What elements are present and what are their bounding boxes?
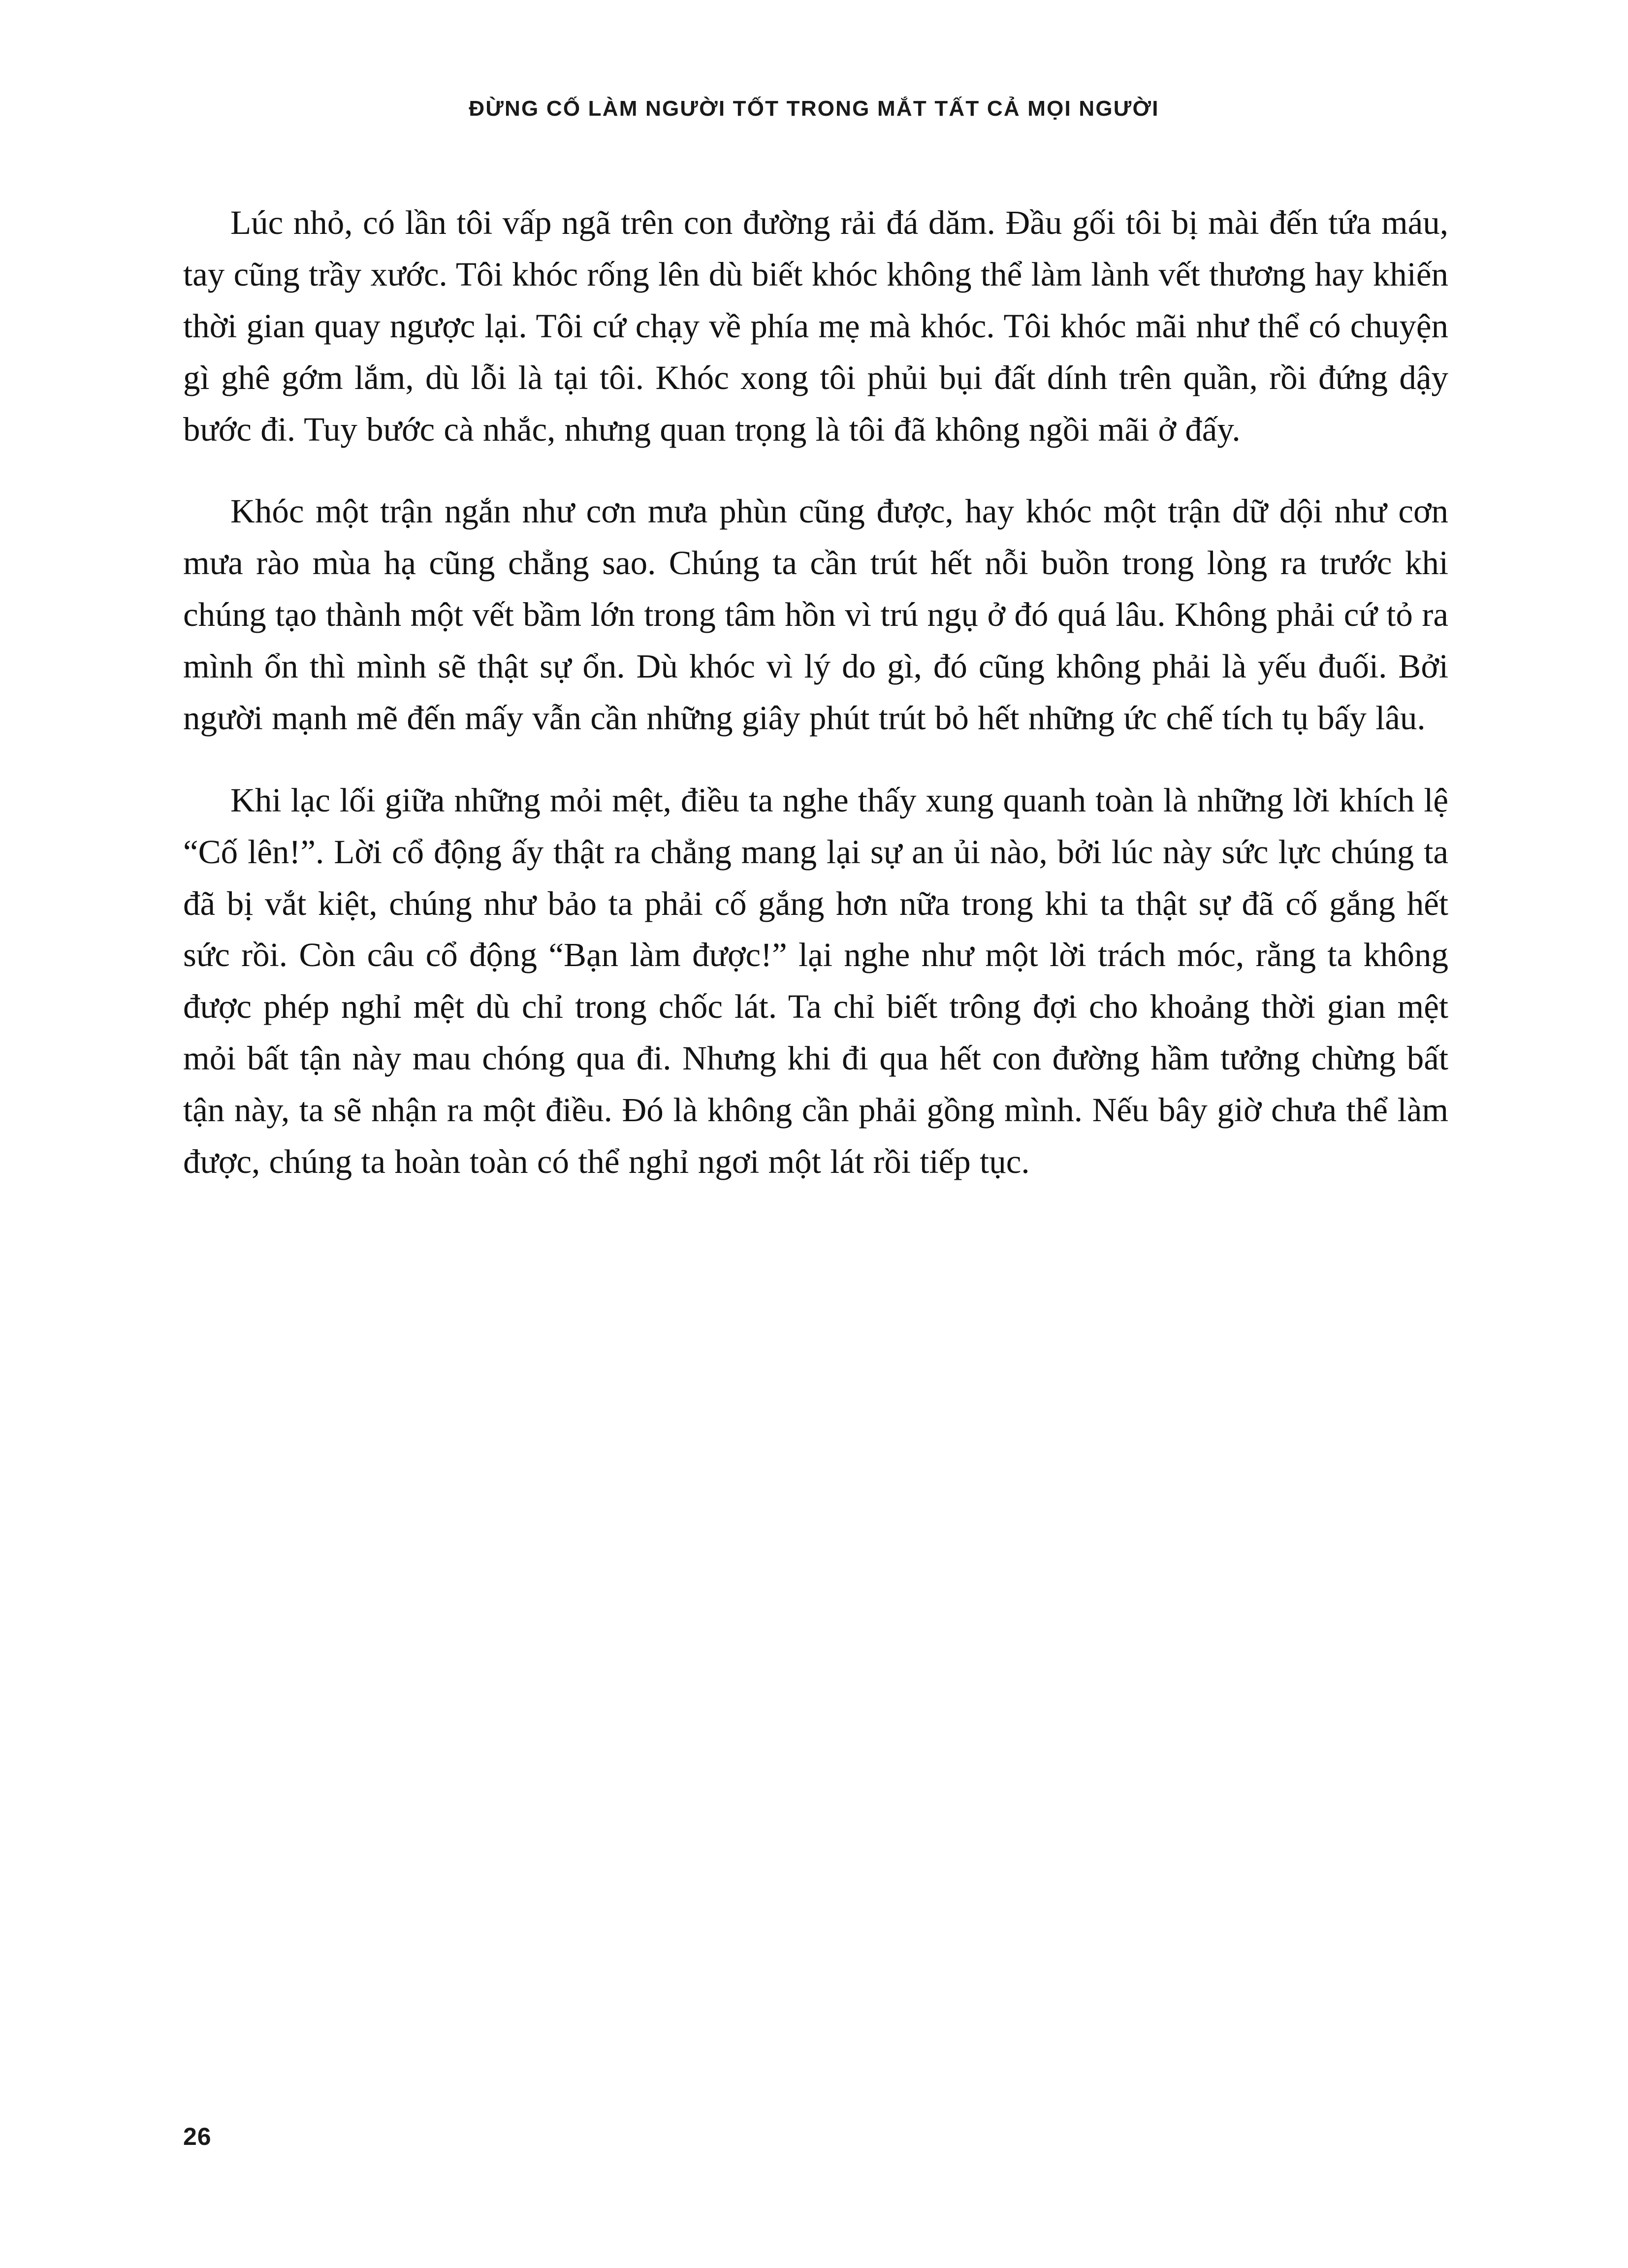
body-text xyxy=(183,197,1448,1188)
running-head: ĐỪNG CỐ LÀM NGƯỜI TỐT TRONG MẮT TẤT CẢ MỌI NGƯỜI xyxy=(469,97,1159,121)
paragraph: Lúc nhỏ, có lần tôi vấp ngã trên con đường rải đá dăm. Đầu gối tôi bị mài đến tứa máu, tay cũng trầy xước. Tôi khóc rống lên dù biết khóc không thể làm lành vết thương hay khiến thời gian quay ngược lại. Tôi cứ chạy về phía mẹ mà khóc. Tôi khóc mãi như thể có chuyện gì ghê gớm lắm, dù lỗi là tại tôi. Khóc xong tôi phủi bụi đất dính trên quần, rồi đứng dậy bước đi. Tuy bước cà nhắc, nhưng quan trọng là tôi đã không ngồi mãi ở đấy. xyxy=(183,204,1448,448)
paragraph: Khóc một trận ngắn như cơn mưa phùn cũng được, hay khóc một trận dữ dội như cơn mưa rào mùa hạ cũng chẳng sao. Chúng ta cần trút hết nỗi buồn trong lòng ra trước khi chúng tạo thành một vết bầm lớn trong tâm hồn vì trú ngụ ở đó quá lâu. Không phải cứ tỏ ra mình ổn thì mình sẽ thật sự ổn. Dù khóc vì lý do gì, đó cũng không phải là yếu đuối. Bởi người mạnh mẽ đến mấy vẫn cần những giây phút trút bỏ hết những ức chế tích tụ bấy lâu. xyxy=(183,492,1448,737)
page-number: 26 xyxy=(183,2123,212,2150)
paragraph: Khi lạc lối giữa những mỏi mệt, điều ta nghe thấy xung quanh toàn là những lời khích lệ “Cố lên!”. Lời cổ động ấy thật ra chẳng mang lại sự an ủi nào, bởi lúc này sức lực chúng ta đã bị vắt kiệt, chúng như bảo ta phải cố gắng hơn nữa trong khi ta thật sự đã cố gắng hết sức rồi. Còn câu cổ động “Bạn làm được!” lại nghe như một lời trách móc, rằng ta không được phép nghỉ mệt dù chỉ trong chốc lát. Ta chỉ biết trông đợi cho khoảng thời gian mệt mỏi bất tận này mau chóng qua đi. Nhưng khi đi qua hết con đường hầm tưởng chừng bất tận này, ta sẽ nhận ra một điều. Đó là không cần phải gồng mình. Nếu bây giờ chưa thể làm được, chúng ta hoàn toàn có thể nghỉ ngơi một lát rồi tiếp tục. xyxy=(183,781,1448,1180)
